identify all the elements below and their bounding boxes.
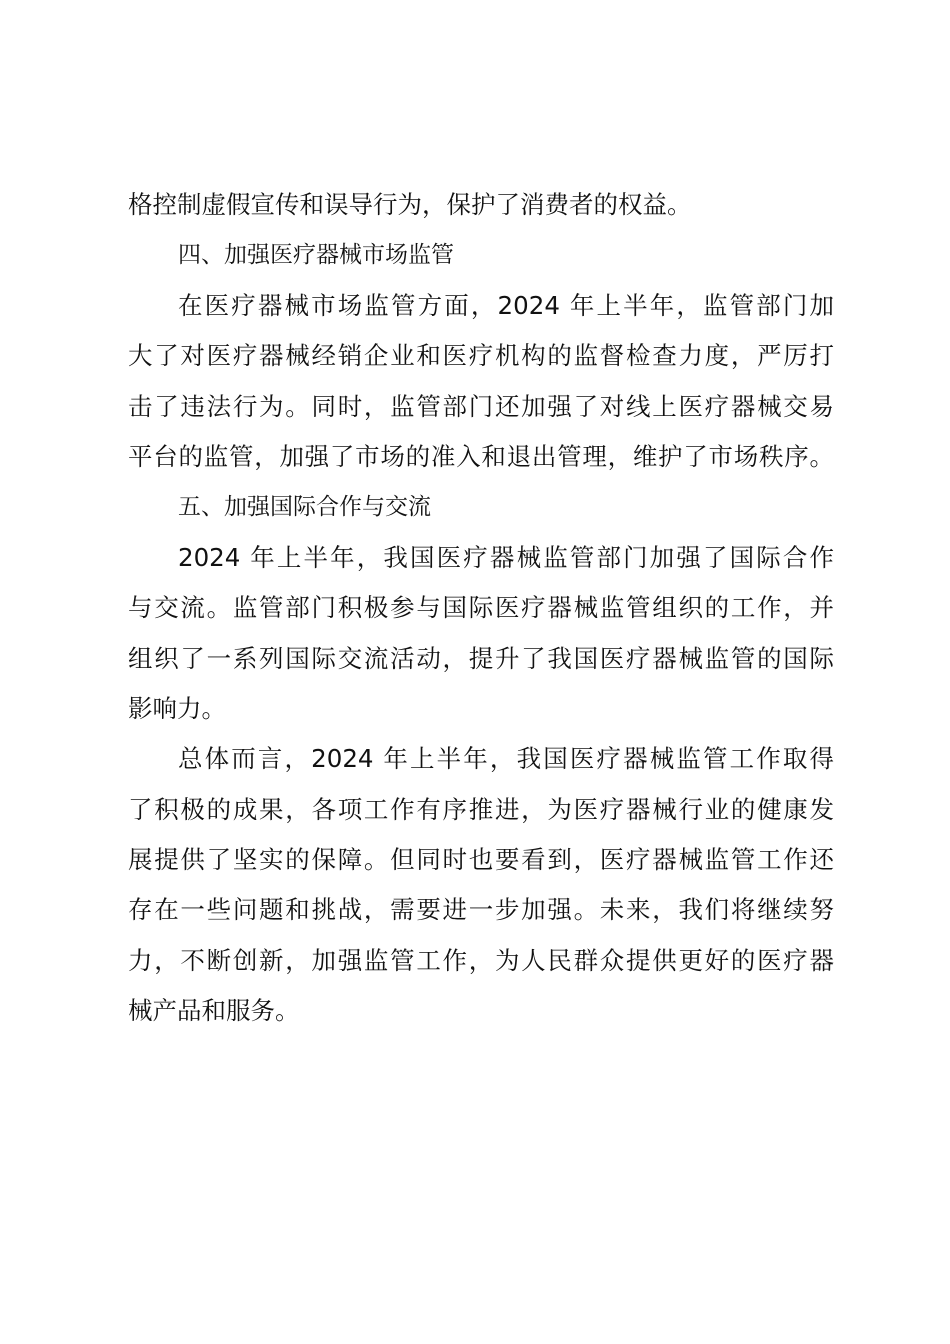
paragraph-line: 力，不断创新，加强监管工作，为人民群众提供更好的医疗器: [128, 945, 834, 975]
paragraph-line: 格控制虚假宣传和误导行为，保护了消费者的权益。: [128, 190, 692, 219]
paragraph-line: 平台的监管，加强了市场的准入和退出管理，维护了市场秩序。: [128, 441, 834, 471]
paragraph-summary: [128, 734, 834, 1036]
paragraph-line: 械产品和服务。: [128, 996, 300, 1026]
section-heading-international-cooperation: 五、加强国际合作与交流: [178, 494, 431, 521]
paragraph-line: 击了违法行为。同时，监管部门还加强了对线上医疗器械交易: [128, 391, 834, 421]
paragraph-market-supervision: [128, 281, 834, 483]
paragraph-line: 总体而言，2024 年上半年，我国医疗器械监管工作取得: [178, 744, 834, 774]
document-body: [128, 180, 834, 1037]
paragraph-international-cooperation: [128, 533, 834, 735]
paragraph-line: 大了对医疗器械经销企业和医疗机构的监督检查力度，严厉打: [128, 341, 834, 371]
paragraph-line: 影响力。: [128, 693, 226, 723]
paragraph-line: 存在一些问题和挑战，需要进一步加强。未来，我们将继续努: [128, 895, 834, 925]
section-heading-market-supervision: 四、加强医疗器械市场监管: [178, 242, 454, 269]
paragraph-line: 了积极的成果，各项工作有序推进，为医疗器械行业的健康发: [128, 794, 834, 824]
paragraph-line: 展提供了坚实的保障。但同时也要看到，医疗器械监管工作还: [128, 845, 834, 875]
paragraph-line: 2024 年上半年，我国医疗器械监管部门加强了国际合作: [178, 542, 834, 572]
paragraph-line: 与交流。监管部门积极参与国际医疗器械监管组织的工作，并: [128, 593, 834, 623]
paragraph-line: 在医疗器械市场监管方面，2024 年上半年，监管部门加: [178, 290, 834, 320]
paragraph-previous: [128, 180, 834, 230]
paragraph-line: 组织了一系列国际交流活动，提升了我国医疗器械监管的国际: [128, 643, 834, 673]
